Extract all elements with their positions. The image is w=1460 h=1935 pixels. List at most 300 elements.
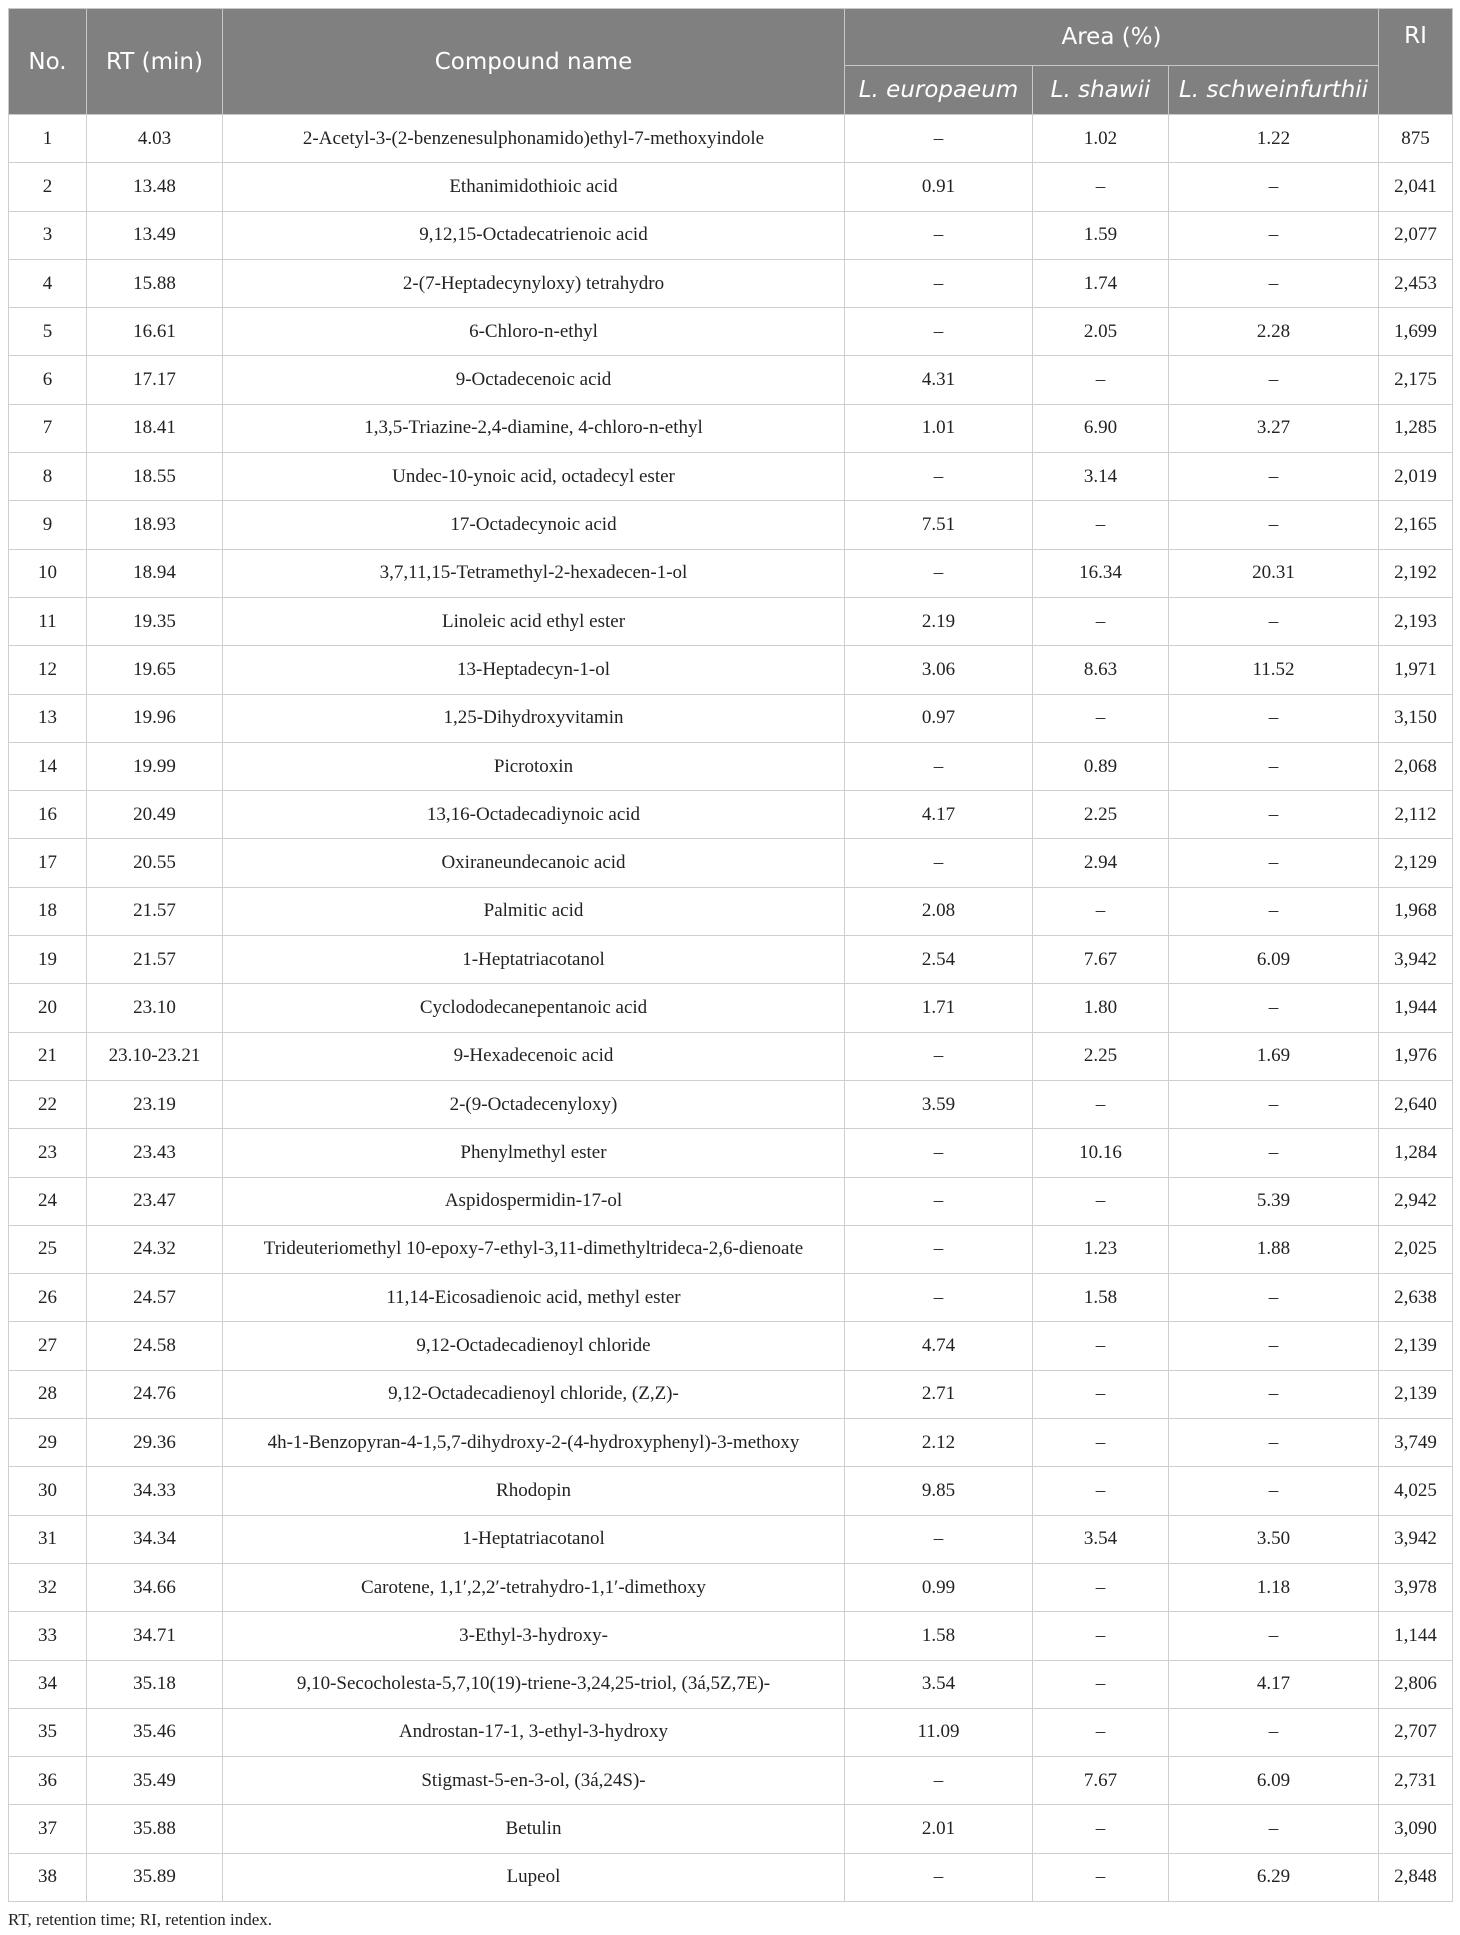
cell-compound: 9,12,15-Octadecatrienoic acid [223, 211, 845, 259]
cell-europaeum: 3.59 [845, 1080, 1033, 1128]
cell-schweinfurthii: 5.39 [1169, 1177, 1379, 1225]
cell-shawii: 7.67 [1033, 936, 1169, 984]
cell-no: 17 [9, 839, 87, 887]
cell-compound: Ethanimidothioic acid [223, 163, 845, 211]
header-compound: Compound name [223, 9, 845, 115]
cell-shawii: 1.02 [1033, 115, 1169, 163]
cell-no: 14 [9, 742, 87, 790]
cell-europaeum: 11.09 [845, 1708, 1033, 1756]
cell-ri: 2,192 [1379, 549, 1453, 597]
cell-no: 22 [9, 1080, 87, 1128]
cell-rt: 35.18 [87, 1660, 223, 1708]
cell-schweinfurthii: 1.88 [1169, 1225, 1379, 1273]
cell-schweinfurthii: – [1169, 356, 1379, 404]
table-row [9, 646, 1453, 694]
cell-schweinfurthii: – [1169, 1612, 1379, 1660]
cell-no: 1 [9, 115, 87, 163]
cell-compound: 11,14-Eicosadienoic acid, methyl ester [223, 1274, 845, 1322]
cell-no: 9 [9, 501, 87, 549]
table-row [9, 1419, 1453, 1467]
cell-europaeum: 0.91 [845, 163, 1033, 211]
cell-europaeum: – [845, 1274, 1033, 1322]
cell-europaeum: 2.71 [845, 1370, 1033, 1418]
cell-compound: 2-(9-Octadecenyloxy) [223, 1080, 845, 1128]
cell-rt: 24.58 [87, 1322, 223, 1370]
cell-schweinfurthii: 20.31 [1169, 549, 1379, 597]
cell-shawii: – [1033, 694, 1169, 742]
cell-ri: 3,150 [1379, 694, 1453, 742]
cell-shawii: 3.54 [1033, 1515, 1169, 1563]
cell-ri: 2,139 [1379, 1370, 1453, 1418]
cell-ri: 2,165 [1379, 501, 1453, 549]
cell-ri: 2,041 [1379, 163, 1453, 211]
cell-europaeum: 4.74 [845, 1322, 1033, 1370]
cell-rt: 34.71 [87, 1612, 223, 1660]
cell-ri: 2,848 [1379, 1853, 1453, 1901]
cell-shawii: – [1033, 1660, 1169, 1708]
cell-europaeum: 4.31 [845, 356, 1033, 404]
table-row [9, 1225, 1453, 1273]
cell-ri: 875 [1379, 115, 1453, 163]
cell-no: 25 [9, 1225, 87, 1273]
cell-europaeum: – [845, 1515, 1033, 1563]
table-row [9, 1032, 1453, 1080]
cell-ri: 1,971 [1379, 646, 1453, 694]
cell-no: 23 [9, 1129, 87, 1177]
cell-schweinfurthii: – [1169, 1129, 1379, 1177]
cell-europaeum: – [845, 1853, 1033, 1901]
cell-shawii: – [1033, 1080, 1169, 1128]
cell-rt: 20.55 [87, 839, 223, 887]
cell-ri: 3,978 [1379, 1563, 1453, 1611]
cell-shawii: – [1033, 1708, 1169, 1756]
table-row [9, 887, 1453, 935]
cell-rt: 13.48 [87, 163, 223, 211]
table-container [8, 8, 1452, 1902]
cell-no: 38 [9, 1853, 87, 1901]
cell-shawii: 2.94 [1033, 839, 1169, 887]
cell-compound: Aspidospermidin-17-ol [223, 1177, 845, 1225]
cell-no: 19 [9, 936, 87, 984]
cell-schweinfurthii: 4.17 [1169, 1660, 1379, 1708]
cell-no: 24 [9, 1177, 87, 1225]
cell-no: 34 [9, 1660, 87, 1708]
table-row [9, 549, 1453, 597]
cell-ri: 2,638 [1379, 1274, 1453, 1322]
cell-no: 29 [9, 1419, 87, 1467]
cell-ri: 4,025 [1379, 1467, 1453, 1515]
table-row [9, 1805, 1453, 1853]
cell-schweinfurthii: – [1169, 791, 1379, 839]
cell-shawii: – [1033, 597, 1169, 645]
cell-schweinfurthii: – [1169, 259, 1379, 307]
cell-no: 27 [9, 1322, 87, 1370]
cell-no: 10 [9, 549, 87, 597]
cell-no: 7 [9, 404, 87, 452]
cell-ri: 1,944 [1379, 984, 1453, 1032]
cell-compound: 9,12-Octadecadienoyl chloride, (Z,Z)- [223, 1370, 845, 1418]
cell-rt: 24.76 [87, 1370, 223, 1418]
cell-rt: 19.65 [87, 646, 223, 694]
cell-rt: 35.88 [87, 1805, 223, 1853]
cell-shawii: – [1033, 1612, 1169, 1660]
cell-rt: 24.57 [87, 1274, 223, 1322]
cell-rt: 17.17 [87, 356, 223, 404]
header-species-europaeum: L. europaeum [845, 66, 1033, 115]
cell-ri: 1,285 [1379, 404, 1453, 452]
cell-shawii: – [1033, 501, 1169, 549]
table-row [9, 211, 1453, 259]
cell-shawii: – [1033, 356, 1169, 404]
table-row [9, 839, 1453, 887]
cell-europaeum: – [845, 259, 1033, 307]
cell-schweinfurthii: – [1169, 1708, 1379, 1756]
cell-schweinfurthii: – [1169, 1080, 1379, 1128]
cell-schweinfurthii: 6.29 [1169, 1853, 1379, 1901]
cell-no: 26 [9, 1274, 87, 1322]
cell-ri: 2,139 [1379, 1322, 1453, 1370]
cell-rt: 21.57 [87, 887, 223, 935]
cell-schweinfurthii: – [1169, 694, 1379, 742]
cell-rt: 21.57 [87, 936, 223, 984]
cell-rt: 24.32 [87, 1225, 223, 1273]
table-row [9, 115, 1453, 163]
cell-no: 30 [9, 1467, 87, 1515]
cell-shawii: 2.25 [1033, 1032, 1169, 1080]
cell-schweinfurthii: 1.18 [1169, 1563, 1379, 1611]
cell-no: 4 [9, 259, 87, 307]
cell-europaeum: 2.19 [845, 597, 1033, 645]
cell-ri: 1,699 [1379, 308, 1453, 356]
cell-ri: 3,942 [1379, 1515, 1453, 1563]
cell-schweinfurthii: 11.52 [1169, 646, 1379, 694]
cell-rt: 13.49 [87, 211, 223, 259]
cell-rt: 15.88 [87, 259, 223, 307]
cell-rt: 18.94 [87, 549, 223, 597]
cell-rt: 18.93 [87, 501, 223, 549]
cell-ri: 2,112 [1379, 791, 1453, 839]
table-row [9, 1080, 1453, 1128]
cell-compound: Lupeol [223, 1853, 845, 1901]
cell-europaeum: 2.54 [845, 936, 1033, 984]
cell-no: 6 [9, 356, 87, 404]
cell-schweinfurthii: – [1169, 1419, 1379, 1467]
table-row [9, 1370, 1453, 1418]
cell-compound: 1,3,5-Triazine-2,4-diamine, 4-chloro-n-ethyl [223, 404, 845, 452]
cell-ri: 2,806 [1379, 1660, 1453, 1708]
cell-ri: 2,942 [1379, 1177, 1453, 1225]
cell-ri: 2,193 [1379, 597, 1453, 645]
cell-rt: 23.10-23.21 [87, 1032, 223, 1080]
header-species-schweinfurthii: L. schweinfurthii [1169, 66, 1379, 115]
table-row [9, 453, 1453, 501]
cell-schweinfurthii: – [1169, 1322, 1379, 1370]
cell-no: 36 [9, 1757, 87, 1805]
cell-ri: 2,077 [1379, 211, 1453, 259]
cell-no: 11 [9, 597, 87, 645]
cell-shawii: 8.63 [1033, 646, 1169, 694]
cell-no: 37 [9, 1805, 87, 1853]
cell-compound: 1-Heptatriacotanol [223, 1515, 845, 1563]
cell-rt: 23.43 [87, 1129, 223, 1177]
cell-europaeum: – [845, 211, 1033, 259]
table-row [9, 1853, 1453, 1901]
cell-shawii: 3.14 [1033, 453, 1169, 501]
cell-rt: 29.36 [87, 1419, 223, 1467]
cell-europaeum: – [845, 742, 1033, 790]
cell-shawii: 2.05 [1033, 308, 1169, 356]
cell-schweinfurthii: 6.09 [1169, 936, 1379, 984]
cell-shawii: 16.34 [1033, 549, 1169, 597]
cell-europaeum: 3.54 [845, 1660, 1033, 1708]
cell-europaeum: – [845, 115, 1033, 163]
cell-compound: Palmitic acid [223, 887, 845, 935]
cell-rt: 35.49 [87, 1757, 223, 1805]
cell-schweinfurthii: 1.22 [1169, 115, 1379, 163]
cell-compound: 9-Hexadecenoic acid [223, 1032, 845, 1080]
cell-compound: 2-Acetyl-3-(2-benzenesulphonamido)ethyl-7-methoxyindole [223, 115, 845, 163]
cell-schweinfurthii: 1.69 [1169, 1032, 1379, 1080]
cell-europaeum: 2.12 [845, 1419, 1033, 1467]
cell-schweinfurthii: – [1169, 501, 1379, 549]
cell-ri: 3,942 [1379, 936, 1453, 984]
cell-schweinfurthii: – [1169, 211, 1379, 259]
cell-compound: 13,16-Octadecadiynoic acid [223, 791, 845, 839]
cell-compound: Picrotoxin [223, 742, 845, 790]
cell-ri: 1,144 [1379, 1612, 1453, 1660]
cell-compound: 3,7,11,15-Tetramethyl-2-hexadecen-1-ol [223, 549, 845, 597]
table-row [9, 501, 1453, 549]
header-species-shawii: L. shawii [1033, 66, 1169, 115]
cell-europaeum: 7.51 [845, 501, 1033, 549]
cell-ri: 3,749 [1379, 1419, 1453, 1467]
table-row [9, 1660, 1453, 1708]
cell-schweinfurthii: – [1169, 839, 1379, 887]
cell-shawii: 0.89 [1033, 742, 1169, 790]
cell-europaeum: – [845, 308, 1033, 356]
cell-shawii: – [1033, 1419, 1169, 1467]
cell-rt: 23.19 [87, 1080, 223, 1128]
table-row [9, 1708, 1453, 1756]
cell-rt: 23.10 [87, 984, 223, 1032]
cell-compound: 9-Octadecenoic acid [223, 356, 845, 404]
table-row [9, 791, 1453, 839]
table-row [9, 984, 1453, 1032]
table-row [9, 308, 1453, 356]
cell-ri: 1,968 [1379, 887, 1453, 935]
cell-europaeum: – [845, 839, 1033, 887]
cell-schweinfurthii: – [1169, 1274, 1379, 1322]
header-area: Area (%) [845, 9, 1379, 66]
cell-compound: 17-Octadecynoic acid [223, 501, 845, 549]
cell-europaeum: 4.17 [845, 791, 1033, 839]
cell-europaeum: 2.08 [845, 887, 1033, 935]
cell-schweinfurthii: – [1169, 453, 1379, 501]
cell-compound: Carotene, 1,1′,2,2′-tetrahydro-1,1′-dimethoxy [223, 1563, 845, 1611]
cell-compound: 9,12-Octadecadienoyl chloride [223, 1322, 845, 1370]
cell-europaeum: – [845, 549, 1033, 597]
header-rt: RT (min) [87, 9, 223, 115]
cell-rt: 19.96 [87, 694, 223, 742]
cell-ri: 2,707 [1379, 1708, 1453, 1756]
cell-europaeum: – [845, 1225, 1033, 1273]
cell-rt: 19.35 [87, 597, 223, 645]
cell-no: 5 [9, 308, 87, 356]
table-row [9, 1274, 1453, 1322]
cell-rt: 19.99 [87, 742, 223, 790]
cell-rt: 20.49 [87, 791, 223, 839]
cell-rt: 34.66 [87, 1563, 223, 1611]
cell-europaeum: – [845, 1129, 1033, 1177]
cell-europaeum: 1.58 [845, 1612, 1033, 1660]
cell-shawii: 7.67 [1033, 1757, 1169, 1805]
cell-compound: 9,10-Secocholesta-5,7,10(19)-triene-3,24,25-triol, (3á,5Z,7E)- [223, 1660, 845, 1708]
cell-compound: Rhodopin [223, 1467, 845, 1515]
cell-schweinfurthii: – [1169, 163, 1379, 211]
cell-europaeum: 0.97 [845, 694, 1033, 742]
cell-no: 12 [9, 646, 87, 694]
cell-europaeum: – [845, 1757, 1033, 1805]
cell-shawii: – [1033, 1467, 1169, 1515]
cell-schweinfurthii: 2.28 [1169, 308, 1379, 356]
table-row [9, 1515, 1453, 1563]
cell-schweinfurthii: – [1169, 1467, 1379, 1515]
cell-compound: Trideuteriomethyl 10-epoxy-7-ethyl-3,11-dimethyltrideca-2,6-dienoate [223, 1225, 845, 1273]
cell-rt: 34.33 [87, 1467, 223, 1515]
cell-europaeum: 3.06 [845, 646, 1033, 694]
cell-no: 18 [9, 887, 87, 935]
cell-schweinfurthii: – [1169, 1370, 1379, 1418]
table-body [9, 115, 1453, 1902]
cell-no: 2 [9, 163, 87, 211]
cell-europaeum: 0.99 [845, 1563, 1033, 1611]
cell-ri: 2,731 [1379, 1757, 1453, 1805]
cell-rt: 4.03 [87, 115, 223, 163]
cell-rt: 23.47 [87, 1177, 223, 1225]
table-row [9, 1467, 1453, 1515]
table-row [9, 1757, 1453, 1805]
cell-shawii: – [1033, 1370, 1169, 1418]
cell-shawii: – [1033, 1322, 1169, 1370]
cell-no: 3 [9, 211, 87, 259]
cell-compound: Betulin [223, 1805, 845, 1853]
cell-shawii: 1.59 [1033, 211, 1169, 259]
cell-schweinfurthii: – [1169, 984, 1379, 1032]
cell-shawii: – [1033, 163, 1169, 211]
cell-schweinfurthii: 3.27 [1169, 404, 1379, 452]
table-row [9, 694, 1453, 742]
cell-compound: Oxiraneundecanoic acid [223, 839, 845, 887]
cell-schweinfurthii: 6.09 [1169, 1757, 1379, 1805]
cell-ri: 1,976 [1379, 1032, 1453, 1080]
table-row [9, 597, 1453, 645]
cell-shawii: – [1033, 1177, 1169, 1225]
cell-shawii: – [1033, 1853, 1169, 1901]
table-row [9, 742, 1453, 790]
cell-shawii: – [1033, 887, 1169, 935]
cell-ri: 2,129 [1379, 839, 1453, 887]
cell-europaeum: 1.71 [845, 984, 1033, 1032]
cell-ri: 2,019 [1379, 453, 1453, 501]
cell-ri: 2,175 [1379, 356, 1453, 404]
cell-rt: 34.34 [87, 1515, 223, 1563]
table-row [9, 936, 1453, 984]
cell-no: 33 [9, 1612, 87, 1660]
cell-no: 8 [9, 453, 87, 501]
cell-schweinfurthii: – [1169, 887, 1379, 935]
cell-europaeum: 9.85 [845, 1467, 1033, 1515]
header-no: No. [9, 9, 87, 115]
footnote: RT, retention time; RI, retention index. [8, 1910, 272, 1929]
table-row [9, 1129, 1453, 1177]
cell-schweinfurthii: – [1169, 1805, 1379, 1853]
header-ri: RI [1379, 9, 1453, 115]
cell-compound: Cyclododecanepentanoic acid [223, 984, 845, 1032]
cell-shawii: – [1033, 1563, 1169, 1611]
cell-shawii: 2.25 [1033, 791, 1169, 839]
table-row [9, 259, 1453, 307]
cell-ri: 3,090 [1379, 1805, 1453, 1853]
cell-rt: 35.89 [87, 1853, 223, 1901]
cell-ri: 2,453 [1379, 259, 1453, 307]
cell-no: 32 [9, 1563, 87, 1611]
cell-ri: 2,640 [1379, 1080, 1453, 1128]
cell-no: 28 [9, 1370, 87, 1418]
cell-compound: Phenylmethyl ester [223, 1129, 845, 1177]
cell-compound: Linoleic acid ethyl ester [223, 597, 845, 645]
cell-compound: Stigmast-5-en-3-ol, (3á,24S)- [223, 1757, 845, 1805]
cell-shawii: – [1033, 1805, 1169, 1853]
cell-europaeum: – [845, 1032, 1033, 1080]
cell-ri: 1,284 [1379, 1129, 1453, 1177]
cell-no: 21 [9, 1032, 87, 1080]
cell-europaeum: – [845, 1177, 1033, 1225]
cell-rt: 18.55 [87, 453, 223, 501]
cell-compound: 13-Heptadecyn-1-ol [223, 646, 845, 694]
cell-compound: Androstan-17-1, 3-ethyl-3-hydroxy [223, 1708, 845, 1756]
cell-shawii: 10.16 [1033, 1129, 1169, 1177]
cell-shawii: 6.90 [1033, 404, 1169, 452]
cell-compound: 3-Ethyl-3-hydroxy- [223, 1612, 845, 1660]
cell-shawii: 1.74 [1033, 259, 1169, 307]
cell-europaeum: – [845, 453, 1033, 501]
table-row [9, 1612, 1453, 1660]
cell-compound: 1,25-Dihydroxyvitamin [223, 694, 845, 742]
cell-shawii: 1.23 [1033, 1225, 1169, 1273]
table-row [9, 1322, 1453, 1370]
cell-rt: 35.46 [87, 1708, 223, 1756]
cell-schweinfurthii: 3.50 [1169, 1515, 1379, 1563]
cell-shawii: 1.58 [1033, 1274, 1169, 1322]
cell-compound: 4h-1-Benzopyran-4-1,5,7-dihydroxy-2-(4-hydroxyphenyl)-3-methoxy [223, 1419, 845, 1467]
cell-europaeum: 2.01 [845, 1805, 1033, 1853]
cell-europaeum: 1.01 [845, 404, 1033, 452]
cell-no: 20 [9, 984, 87, 1032]
table-row [9, 163, 1453, 211]
table-row [9, 404, 1453, 452]
cell-ri: 2,068 [1379, 742, 1453, 790]
table-row [9, 356, 1453, 404]
table-row [9, 1563, 1453, 1611]
cell-schweinfurthii: – [1169, 742, 1379, 790]
cell-compound: 1-Heptatriacotanol [223, 936, 845, 984]
cell-ri: 2,025 [1379, 1225, 1453, 1273]
cell-compound: 6-Chloro-n-ethyl [223, 308, 845, 356]
cell-no: 35 [9, 1708, 87, 1756]
cell-rt: 16.61 [87, 308, 223, 356]
cell-no: 13 [9, 694, 87, 742]
compound-table [8, 8, 1453, 1902]
